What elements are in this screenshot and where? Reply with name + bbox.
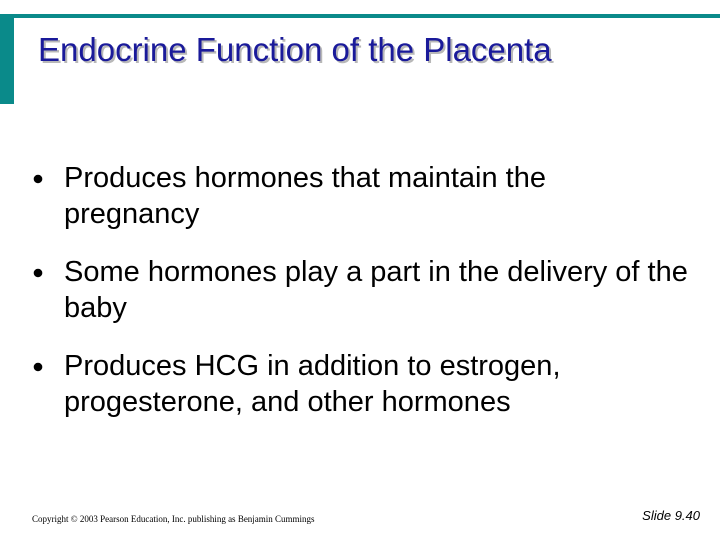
- bullet-item: [28, 160, 688, 232]
- bullet-text: Produces HCG in addition to estrogen, progesterone, and other hormones: [64, 350, 561, 418]
- bullet-marker-icon: ⦁: [33, 261, 43, 283]
- bullet-marker-icon: ⦁: [33, 355, 43, 377]
- slide-title: Endocrine Function of the Placenta: [38, 31, 552, 68]
- copyright-notice: Copyright © 2003 Pearson Education, Inc. publishing as Benjamin Cummings: [32, 514, 315, 524]
- title-accent-bar: [0, 14, 14, 104]
- slide-number: Slide 9.40: [642, 508, 700, 523]
- bullet-marker-icon: ⦁: [33, 167, 43, 189]
- bullet-item: [28, 254, 688, 326]
- bullet-list: [28, 160, 688, 442]
- bullet-item: [28, 348, 688, 420]
- bullet-text: Produces hormones that maintain the pregnancy: [64, 162, 546, 230]
- top-rule: [14, 14, 720, 18]
- bullet-text: Some hormones play a part in the delivery of the baby: [64, 256, 688, 324]
